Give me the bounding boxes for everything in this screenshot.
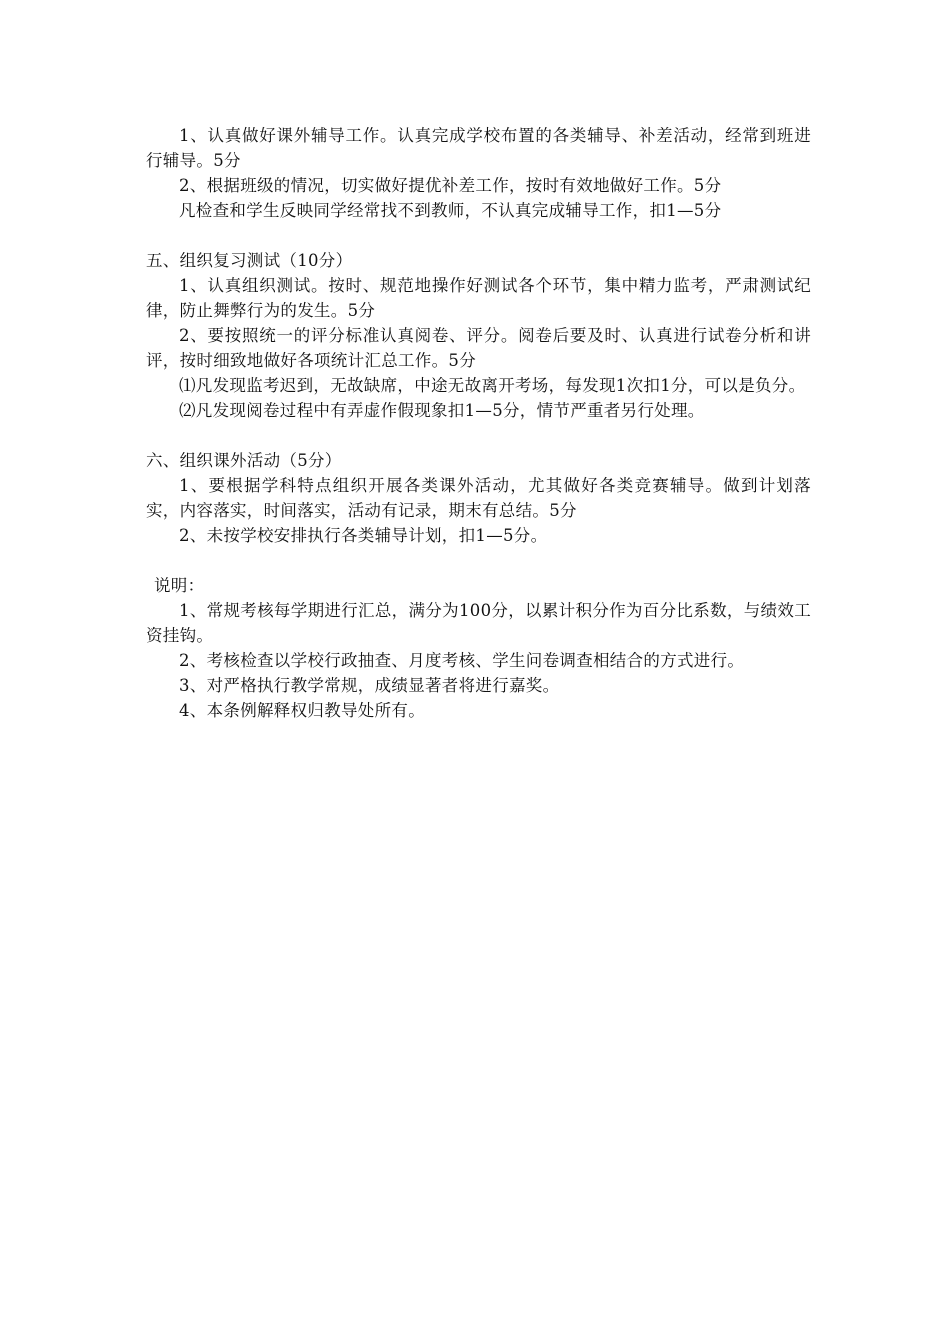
tutoring-item-2: 2、根据班级的情况，切实做好提优补差工作，按时有效地做好工作。5分: [179, 176, 722, 195]
section-gap: [146, 423, 811, 448]
section-gap: [146, 548, 811, 573]
test-sub-item-2: ⑵凡发现阅卷过程中有弄虚作假现象扣1—5分，情节严重者另行处理。: [179, 401, 705, 420]
test-item-1: 1、认真组织测试。按时、规范地操作好测试各个环节，集中精力监考，严肃测试纪律，防止舞弊行为的发生。5分: [146, 276, 811, 320]
section-six-heading: 六、组织课外活动（5分）: [146, 451, 342, 470]
note-item-4: 4、本条例解释权归教导处所有。: [179, 701, 425, 720]
note-item-2: 2、考核检查以学校行政抽查、月度考核、学生问卷调查相结合的方式进行。: [179, 651, 745, 670]
tutoring-penalty: 凡检查和学生反映同学经常找不到教师，不认真完成辅导工作，扣1—5分: [179, 201, 722, 220]
section-five-heading: 五、组织复习测试（10分）: [146, 251, 353, 270]
note-item-3: 3、对严格执行教学常规，成绩显著者将进行嘉奖。: [179, 676, 560, 695]
notes-title: 说明：: [154, 576, 205, 595]
activity-item-1: 1、要根据学科特点组织开展各类课外活动，尤其做好各类竞赛辅导。做到计划落实，内容落实，时间落实，活动有记录，期末有总结。5分: [146, 476, 811, 520]
document-body: [146, 123, 811, 723]
section-gap: [146, 223, 811, 248]
note-item-1: 1、常规考核每学期进行汇总，满分为100分，以累计积分作为百分比系数，与绩效工资挂钩。: [146, 601, 811, 645]
activity-item-2: 2、未按学校安排执行各类辅导计划，扣1—5分。: [179, 526, 548, 545]
test-sub-item-1: ⑴凡发现监考迟到，无故缺席，中途无故离开考场，每发现1次扣1分，可以是负分。: [179, 376, 806, 395]
test-item-2: 2、要按照统一的评分标准认真阅卷、评分。阅卷后要及时、认真进行试卷分析和讲评，按时细致地做好各项统计汇总工作。5分: [146, 326, 811, 370]
tutoring-item-1: 1、认真做好课外辅导工作。认真完成学校布置的各类辅导、补差活动，经常到班进行辅导。5分: [146, 126, 811, 170]
